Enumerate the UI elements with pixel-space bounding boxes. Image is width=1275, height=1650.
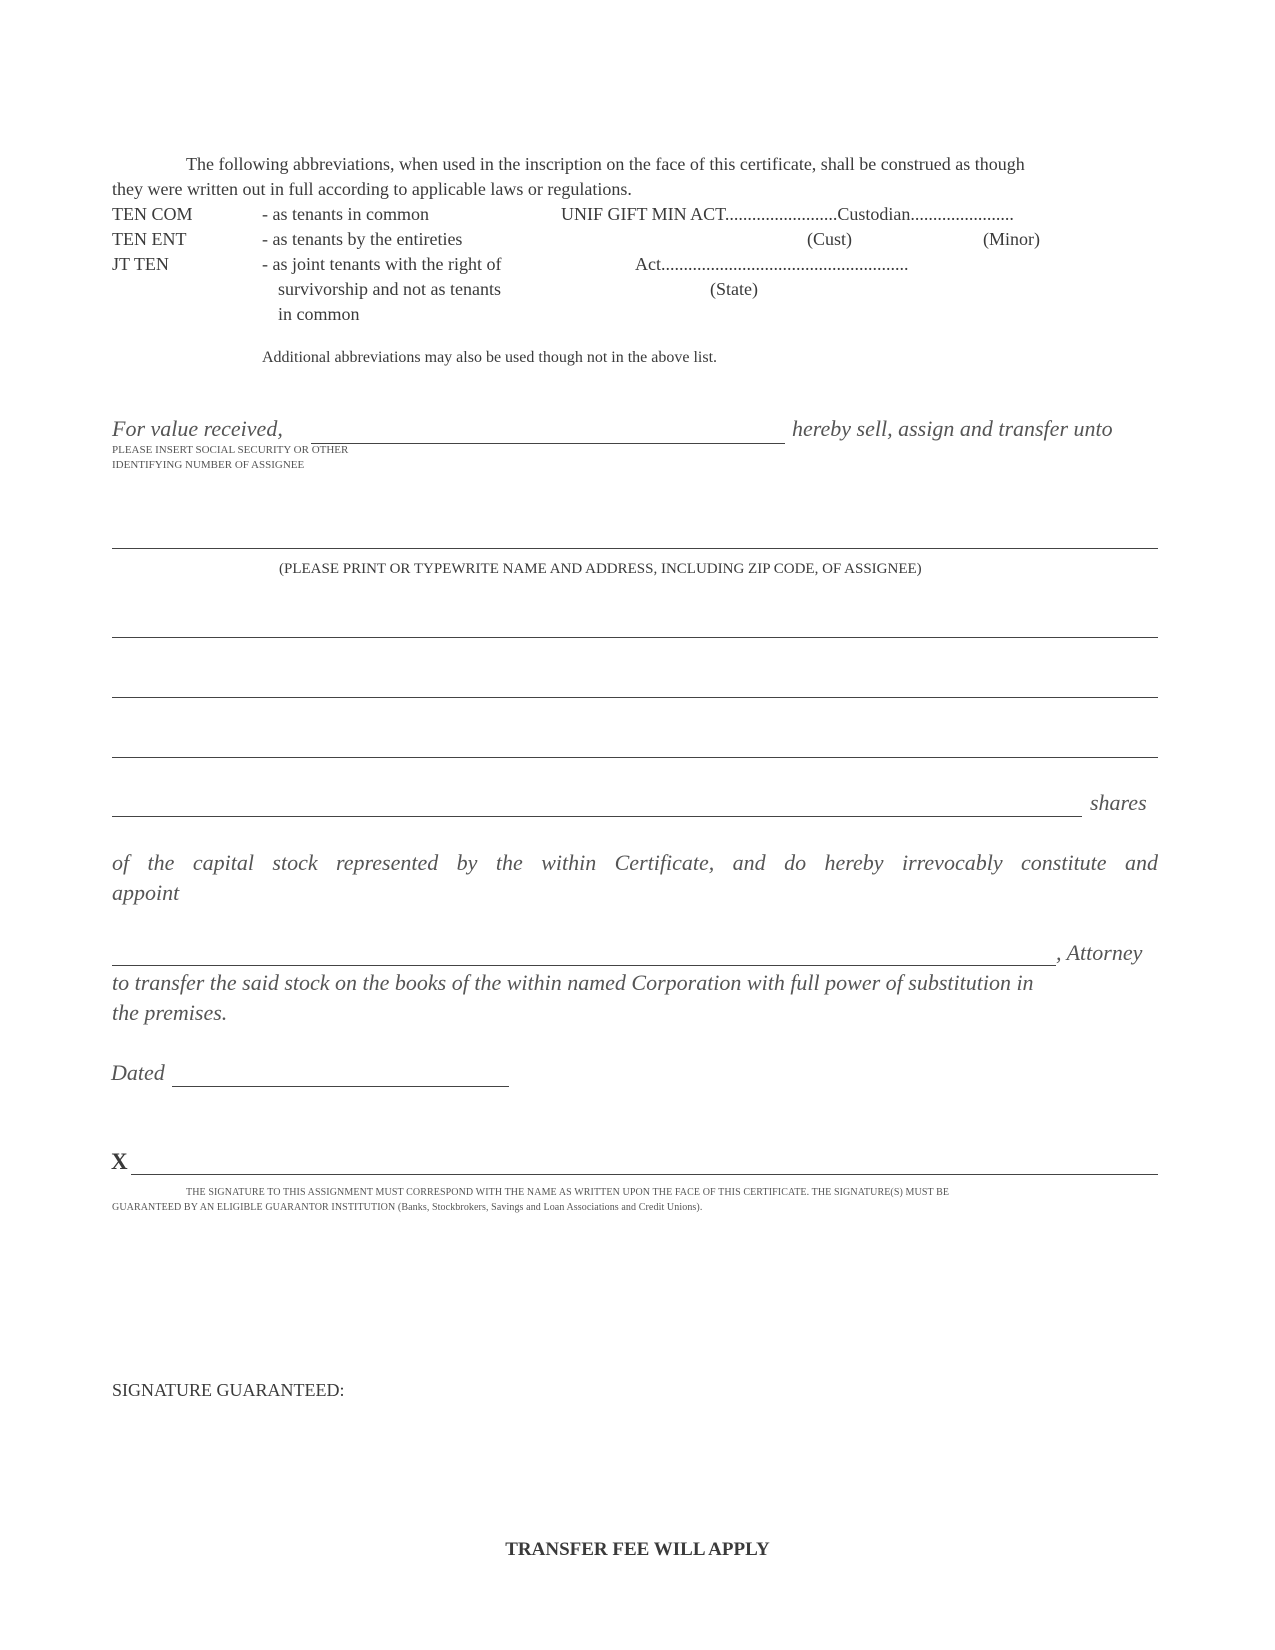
unif-state-label: (State) bbox=[710, 279, 758, 299]
abbr-jt-ten-cont-2: in common bbox=[278, 304, 360, 324]
intro-line-2: they were written out in full according to applicable laws or regulations. bbox=[112, 179, 632, 199]
transfer-fee-notice: TRANSFER FEE WILL APPLY bbox=[505, 1539, 770, 1560]
abbr-desc-jt-ten: - as joint tenants with the right of bbox=[262, 254, 502, 274]
transfer-stock-line-1: to transfer the said stock on the books of the within named Corporation with full power of substitution in bbox=[112, 970, 1034, 995]
date-line[interactable] bbox=[172, 1086, 509, 1087]
ssn-line[interactable] bbox=[311, 443, 785, 444]
attorney-text: , Attorney bbox=[1056, 940, 1143, 965]
dated-label: Dated bbox=[111, 1060, 165, 1085]
print-name-note: (PLEASE PRINT OR TYPEWRITE NAME AND ADDRESS, INCLUDING ZIP CODE, OF ASSIGNEE) bbox=[279, 561, 922, 577]
abbr-code-jt-ten: JT TEN bbox=[112, 254, 169, 274]
signature-line[interactable] bbox=[131, 1174, 1158, 1175]
ssn-note-line-1: PLEASE INSERT SOCIAL SECURITY OR OTHER bbox=[112, 444, 349, 456]
assignee-address-line-3[interactable] bbox=[112, 757, 1158, 758]
abbr-desc-ten-ent: - as tenants by the entireties bbox=[262, 229, 463, 249]
unif-minor-label: (Minor) bbox=[983, 229, 1040, 249]
unif-gift-min-act-line: UNIF GIFT MIN ACT.........................Custodian....................... bbox=[561, 204, 1014, 224]
assignee-address-line-1[interactable] bbox=[112, 637, 1158, 638]
unif-act-line: Act....................................................... bbox=[635, 254, 909, 274]
signature-x-mark: X bbox=[111, 1149, 128, 1174]
transfer-stock-line-2: the premises. bbox=[112, 1000, 228, 1025]
signature-note-line-1: THE SIGNATURE TO THIS ASSIGNMENT MUST CORRESPOND WITH THE NAME AS WRITTEN UPON THE FACE OF THIS CERTIFICATE. THE SIGNATURE(S) MUST BE bbox=[186, 1187, 950, 1198]
unif-cust-label: (Cust) bbox=[807, 229, 852, 249]
ssn-note-line-2: IDENTIFYING NUMBER OF ASSIGNEE bbox=[112, 459, 305, 471]
additional-abbreviations-note: Additional abbreviations may also be used though not in the above list. bbox=[262, 349, 718, 366]
assignee-address-line-2[interactable] bbox=[112, 697, 1158, 698]
shares-amount-line[interactable] bbox=[112, 816, 1082, 817]
abbr-desc-ten-com: - as tenants in common bbox=[262, 204, 429, 224]
abbr-jt-ten-cont-1: survivorship and not as tenants bbox=[278, 279, 501, 299]
for-value-received-text: For value received, bbox=[112, 416, 283, 441]
signature-note-line-2: GUARANTEED BY AN ELIGIBLE GUARANTOR INSTITUTION (Banks, Stockbrokers, Savings and Loan Associations and Credit Unions). bbox=[112, 1202, 703, 1213]
capital-stock-line-2: appoint bbox=[112, 880, 180, 905]
signature-guaranteed-label: SIGNATURE GUARANTEED: bbox=[112, 1380, 345, 1400]
capital-stock-line-1: of the capital stock represented by the within Certificate, and do hereby irrevocably constitute and bbox=[112, 850, 1158, 875]
shares-text: shares bbox=[1090, 790, 1147, 815]
attorney-name-line[interactable] bbox=[112, 965, 1056, 966]
assignee-name-line[interactable] bbox=[112, 548, 1158, 549]
abbr-code-ten-com: TEN COM bbox=[112, 204, 193, 224]
abbr-code-ten-ent: TEN ENT bbox=[112, 229, 187, 249]
intro-line-1: The following abbreviations, when used in the inscription on the face of this certificate, shall be construed as though bbox=[186, 154, 1025, 174]
hereby-sell-text: hereby sell, assign and transfer unto bbox=[792, 416, 1113, 441]
